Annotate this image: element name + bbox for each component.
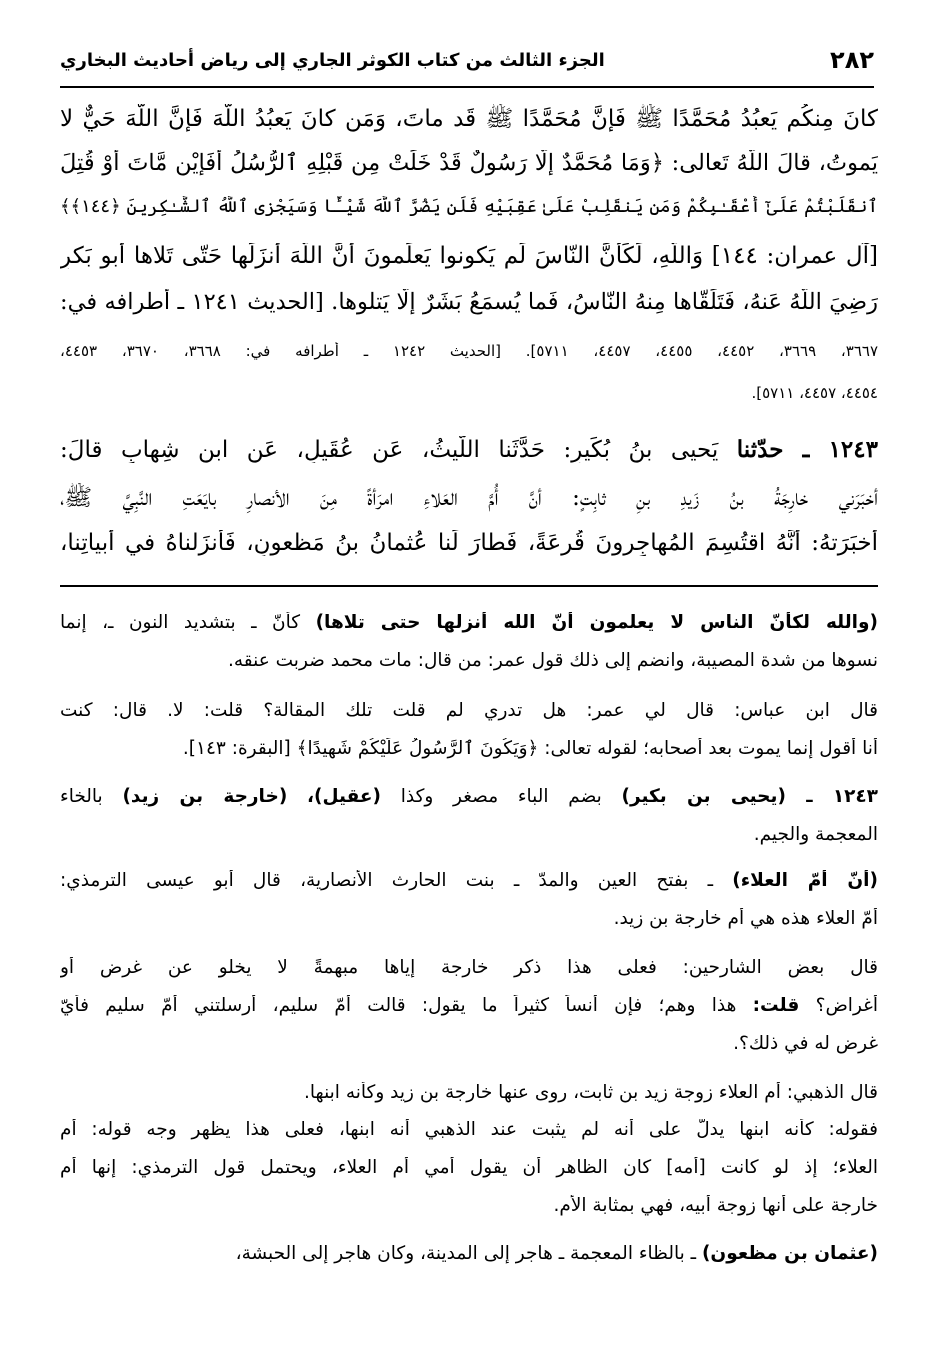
- commentary-quote: قلت:: [752, 995, 800, 1016]
- commentary-quote: (خارجة بن زيد): [122, 786, 288, 807]
- commentary-4-line-2: أمّ العلاء هذه هي أم خارجة بن زيد.: [613, 908, 878, 929]
- commentary-1-line-2: نسوها من شدة المصيبة، وانضم إلى ذلك قول عمر: من قال: مات محمد ضربت عنقه.: [227, 650, 878, 671]
- commentary-6-line-3: العلاء؛ إذ لو كانت [أمه] كان الظاهر أن يقول أمي أم العلاء، ويحتمل قول الترمذي: إنها أم: [60, 1157, 878, 1178]
- page-header: [60, 44, 874, 88]
- hadith-line-2: يَموتُ، قالَ اللَّهُ تَعالى: ﴿وَمَا مُحَمَّدٌ إِلَّا رَسُولٌ قَدْ خَلَتْ مِن قَبْلِهِ ٱلرُّسُلُ أَفَإِيْن مَّاتَ أَوْ قُتِلَ: [60, 150, 878, 176]
- commentary-5-line-1: قال بعض الشارحين: فعلى هذا ذكر خارجة إياها مبهمةً لا يخلو عن غرض أو: [60, 957, 878, 978]
- commentary-6-line-1: قال الذهبي: أم العلاء زوجة زيد بن ثابت، روى عنها خارجة بن زيد وكأنه ابنها.: [304, 1082, 878, 1103]
- page-number: ٢٨٢: [830, 46, 874, 74]
- hadith-line-4: [آل عمران: ١٤٤] وَاللَّهِ، لَكَأنَّ النّاسَ لَم يَكونوا يَعلَمونَ أنَّ اللَّهَ أنزَلَها حَتّى تَلاها أبو بَكرٍ: [60, 243, 878, 269]
- hadith-1243-line-3: أخبَرَتهُ: أنَّهُ اقتُسِمَ المُهاجِرونَ قُرعَةً، فَطارَ لَنا عُثمانُ بنُ مَظعونٍ، فَأنزَلناهُ في أبياتِنا،: [60, 530, 878, 556]
- commentary-1-line-1: [60, 612, 878, 633]
- footnote-separator: [60, 585, 878, 587]
- commentary-text: هذا وهم؛ فإن أنساً كثيراً ما يقول: قالت أمّ سليم، أرسلتني أمّ سليم فأيّ: [60, 995, 737, 1016]
- hadith-1243-line-1: [60, 436, 878, 463]
- commentary-quote: ١٢٤٣ ـ (يحيى بن بكير): [621, 786, 878, 807]
- hadith-line-3: ٱنقَلَبْتُمْ عَلَىٰٓ أَعْقَـٰبِكُمْ وَمَن يَنقَلِبْ عَلَىٰ عَقِبَيْهِ فَلَن يَضُرَّ ٱللَّهَ شَيْـًٔا وَسَيَجْزِى ٱللَّهُ ٱلشَّـٰكِرِينَ ﴿١٤٤﴾﴾: [60, 196, 878, 217]
- hadith-line-1: كانَ مِنكُم يَعبُدُ مُحَمَّدًا ﷺ فَإنَّ مُحَمَّدًا ﷺ قَد ماتَ، وَمَن كانَ يَعبُدُ اللَّهَ فَإنَّ اللَّهَ حَيٌّ لا: [60, 106, 878, 132]
- commentary-text: ـ بالظاء المعجمة ـ هاجر إلى المدينة، وكان هاجر إلى الحبشة،: [235, 1243, 697, 1264]
- commentary-7-line-1: [60, 1243, 878, 1264]
- commentary-text: أغراض؟: [815, 995, 878, 1016]
- commentary-6-line-2: فقوله: كأنه ابنها يدلّ على أنه لم يثبت عند الذهبي أنه ابنها، فعلى هذا يظهر وجه قوله: أم: [60, 1119, 878, 1140]
- hadith-isnad: يَحيى بنُ بُكَيرٍ: حَدَّثَنا اللَّيثُ، عَن عُقَيلٍ، عَنِ ابنِ شِهابٍ قالَ:: [60, 437, 719, 463]
- commentary-text: ـ بفتح العين والمدّ ـ بنت الحارث الأنصارية، قال أبو عيسى الترمذي:: [60, 870, 714, 891]
- hadith-line-5: رَضِيَ اللَّهُ عَنهُ، فَتَلَقّاها مِنهُ النّاسُ، فَما يُسمَعُ بَشَرٌ إلّا يَتلوها. [الحديث ١٢٤١ ـ أطرافه في:: [60, 289, 878, 315]
- commentary-3-line-2: المعجمة والجيم.: [753, 824, 878, 845]
- hadith-refs-line-1: ٣٦٦٧، ٣٦٦٩، ٤٤٥٢، ٤٤٥٥، ٤٤٥٧، ٥٧١١]. [الحديث ١٢٤٢ ـ أطرافه في: ٣٦٦٨، ٣٦٧٠، ٤٤٥٣،: [60, 342, 878, 360]
- commentary-2-line-1: قال ابن عباس: قال لي عمر: هل تدري لم قلت تلك المقالة؟ قلت: لا. قال: كنت: [60, 700, 878, 721]
- commentary-5-line-2: [60, 995, 878, 1016]
- commentary-text: كأنّ ـ بتشديد النون ـ، إنما: [60, 612, 301, 633]
- commentary-quote: (عثمان بن مظعون): [701, 1243, 878, 1264]
- commentary-text: بالخاء: [60, 786, 103, 807]
- commentary-4-line-1: [60, 870, 878, 891]
- commentary-text: بضم الباء مصغر وكذا: [400, 786, 602, 807]
- commentary-quote: (والله لكأنّ الناس لا يعلمون أنّ الله أنزلها حتى تلاها): [315, 612, 878, 633]
- commentary-quote: (عقيل)،: [307, 786, 381, 807]
- running-title: الجزء الثالث من كتاب الكوثر الجاري إلى رياض أحاديث البخاري: [60, 50, 605, 71]
- hadith-number: ١٢٤٣ ـ حدّثنا: [736, 436, 878, 463]
- commentary-5-line-3: غرض له في ذلك؟.: [733, 1033, 878, 1054]
- commentary-6-line-4: خارجة على أنها زوجة أبيه، فهي بمثابة الأم.: [553, 1195, 878, 1216]
- hadith-refs-line-2: ٤٤٥٤، ٤٤٥٧، ٥٧١١].: [751, 384, 878, 402]
- commentary-2-line-2: أنا أقول إنما يموت بعد أصحابه؛ لقوله تعالى: ﴿وَيَكُونَ ٱلرَّسُولُ عَلَيْكُمْ شَهِيدًا﴾ [البقرة: ١٤٣].: [182, 738, 878, 759]
- commentary-quote: (أنّ أمّ العلاء): [732, 870, 878, 891]
- hadith-1243-line-2: أخبَرَني خارِجَةُ بنُ زَيدِ بنِ ثابِتٍ: أنَّ أُمَّ العَلاءِ امرَأةً مِنَ الأنصارِ بايَعَتِ النَّبِيَّ ﷺ،: [60, 485, 878, 511]
- commentary-3-line-1: [60, 786, 878, 807]
